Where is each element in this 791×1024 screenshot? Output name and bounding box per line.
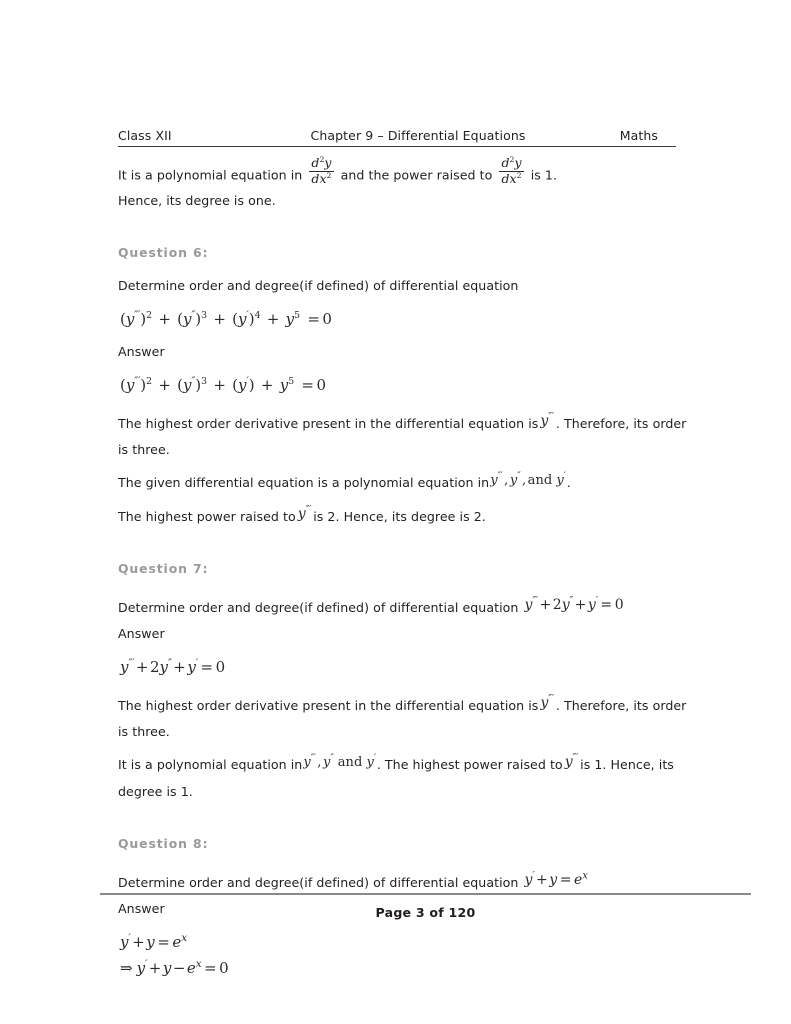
header-chapter-title: Chapter 9 – Differential Equations: [310, 128, 526, 143]
question-6-explanation-polynomial: [118, 470, 698, 497]
question-7-heading: Question 7:: [118, 561, 209, 577]
intro-paragraph-line-2: Hence, its degree is one.: [118, 193, 276, 209]
q7-poly-math-list: y″′ , y″ and y′: [303, 754, 376, 771]
q7-poly-text-b: . The highest power raised to: [376, 757, 563, 773]
q8-prompt-text: Determine order and degree(if defined) of differential equation: [118, 875, 519, 891]
intro-text-b: and the power raised to: [340, 167, 493, 183]
question-6-explanation-degree: [118, 504, 698, 530]
q7-poly-text-a: It is a polynomial equation in: [118, 757, 303, 773]
question-7-equation: y″′ + 2y″ + y′ = 0: [524, 595, 624, 614]
question-6-answer-equation: $(y''')^2 + (y'')^3 + (y') + y^5 = 0$: [120, 375, 327, 395]
header-divider: [118, 146, 676, 147]
question-7-explanation-degree: [118, 752, 698, 805]
q7-order-text-a: The highest order derivative present in the differential equation is: [118, 698, 539, 714]
question-6-equation: $(y''')^2 + (y'')^3 + (y')^4 + y^5 = 0$: [120, 309, 332, 329]
question-8-answer-label: Answer: [118, 901, 165, 917]
question-8-answer-equation-1: $y' + y = e^x$: [120, 932, 187, 952]
question-6-prompt: Determine order and degree(if defined) of differential equation: [118, 278, 519, 294]
question-7-prompt: [118, 595, 698, 621]
fraction-denominator: $dx^2$: [501, 170, 522, 186]
q6-degree-text-b: is 2. Hence, its degree is 2.: [313, 509, 486, 525]
q6-order-math-yppp: y″′: [540, 411, 554, 430]
question-7-answer-label: Answer: [118, 626, 165, 642]
q7-order-math-yppp: y″′: [540, 693, 554, 712]
question-8-heading: Question 8:: [118, 836, 209, 852]
question-7-answer-equation: y″′ + 2y″ + y′ = 0: [120, 657, 226, 677]
q7-prompt-text: Determine order and degree(if defined) of differential equation: [118, 600, 519, 616]
header-subject-label: Maths: [619, 128, 658, 143]
q6-degree-text-a: The highest power raised to: [118, 509, 296, 525]
intro-text-a: It is a polynomial equation in: [118, 167, 303, 183]
q6-poly-text-a: The given differential equation is a polynomial equation in: [118, 475, 490, 491]
fraction-d2y-dx2-first: [306, 156, 336, 186]
header-class-label: Class XII: [118, 128, 172, 143]
question-7-explanation-order: [118, 693, 698, 745]
q6-poly-text-b: .: [566, 475, 571, 491]
q7-degree-math-yppp: y″′: [564, 752, 579, 771]
page-header: [118, 128, 676, 143]
q7-poly-text-c: is 1. Hence, its degree is 1.: [118, 757, 674, 800]
question-8-equation: $y' + y = e^x$: [524, 870, 588, 889]
q6-poly-math-list: y″′ , y″ , and y′: [490, 472, 566, 489]
question-6-heading: Question 6:: [118, 245, 209, 261]
q6-order-text-a: The highest order derivative present in the differential equation is: [118, 416, 539, 432]
question-6-answer-label: Answer: [118, 344, 165, 360]
fraction-numerator: $d^2y$: [501, 154, 522, 170]
footer-divider: [100, 893, 751, 895]
q6-degree-math-yppp: y″′: [297, 504, 312, 523]
page-number-footer: Page 3 of 120: [375, 905, 476, 920]
fraction-d2y-dx2-second: [496, 156, 526, 186]
fraction-denominator: $dx^2$: [311, 170, 332, 186]
fraction-numerator: $d^2y$: [311, 154, 332, 170]
intro-paragraph-line-1: [118, 154, 698, 188]
q6-order-text-b: . Therefore, its order is three.: [118, 416, 687, 458]
document-body: [118, 154, 698, 981]
intro-text-c: is 1.: [530, 167, 558, 183]
question-6-explanation-order: [118, 411, 698, 463]
question-8-answer-equation-2: ⇒ $y' + y - e^x = 0$: [120, 958, 229, 978]
q7-order-text-b: . Therefore, its order is three.: [118, 698, 687, 740]
